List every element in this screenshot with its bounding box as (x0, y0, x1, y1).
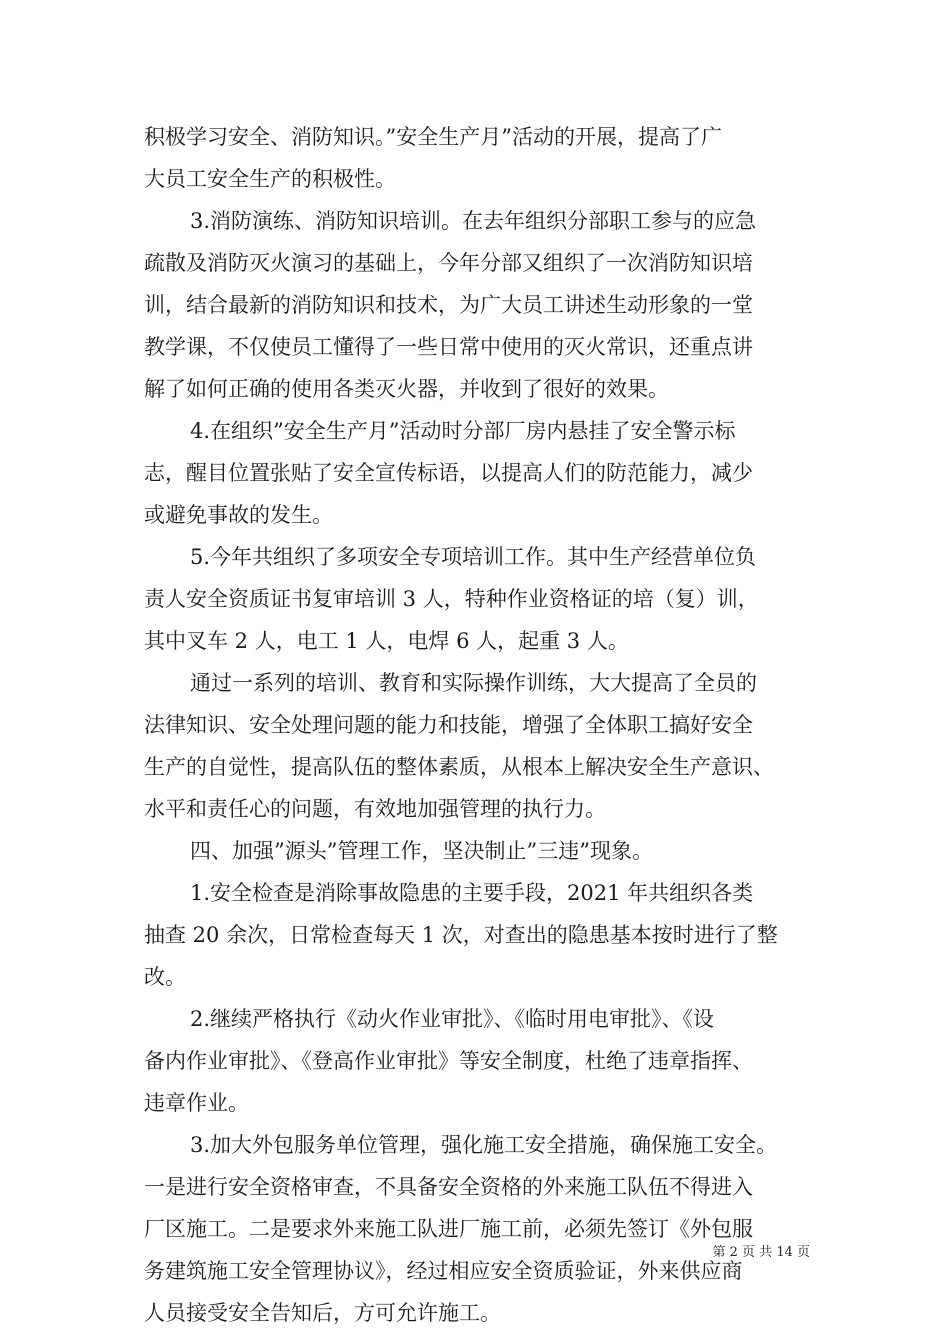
text-line: 人员接受安全告知后，方可允许施工。 (144, 1301, 501, 1325)
document-body (144, 116, 808, 1334)
text-line: 其中叉车 2 人，电工 1 人，电焊 6 人，起重 3 人。 (144, 629, 629, 653)
text-line: 厂区施工。二是要求外来施工队进厂施工前，必须先签订《外包服 (144, 1217, 753, 1241)
paragraph-start-line: 4.在组织”安全生产月”活动时分部厂房内悬挂了安全警示标 (190, 419, 736, 443)
text-line: 责人安全资质证书复审培训 3 人，特种作业资格证的培（复）训， (144, 587, 759, 611)
text-line: 积极学习安全、消防知识。”安全生产月”活动的开展，提高了广 (144, 125, 722, 149)
text-line: 生产的自觉性，提高队伍的整体素质，从根本上解决安全生产意识、 (144, 755, 774, 779)
paragraph-start-line: 2.继续严格执行《动火作业审批》、《临时用电审批》、《设 (190, 1007, 715, 1031)
text-line: 或避免事故的发生。 (144, 503, 333, 527)
text-line: 法律知识、安全处理问题的能力和技能，增强了全体职工搞好安全 (144, 713, 753, 737)
text-line: 训，结合最新的消防知识和技术，为广大员工讲述生动形象的一堂 (144, 293, 753, 317)
text-line: 大员工安全生产的积极性。 (144, 167, 396, 191)
paragraph-start-line: 通过一系列的培训、教育和实际操作训练，大大提高了全员的 (190, 671, 757, 695)
text-line: 教学课，不仅使员工懂得了一些日常中使用的灭火常识，还重点讲 (144, 335, 753, 359)
text-line: 水平和责任心的问题，有效地加强管理的执行力。 (144, 797, 606, 821)
section-heading: 四、加强”源头”管理工作，坚决制止”三违”现象。 (190, 839, 653, 863)
text-line: 违章作业。 (144, 1091, 249, 1115)
paragraph-start-line: 1.安全检查是消除事故隐患的主要手段，2021 年共组织各类 (190, 881, 754, 905)
text-line: 改。 (144, 965, 186, 989)
text-line: 务建筑施工安全管理协议》，经过相应安全资质验证，外来供应商 (144, 1259, 743, 1283)
text-line: 备内作业审批》、《登高作业审批》等安全制度，杜绝了违章指挥、 (144, 1049, 753, 1073)
text-line: 解了如何正确的使用各类灭火器，并收到了很好的效果。 (144, 377, 669, 401)
paragraph-start-line: 5.今年共组织了多项安全专项培训工作。其中生产经营单位负 (190, 545, 757, 569)
paragraph-start-line: 3.加大外包服务单位管理，强化施工安全措施，确保施工安全。 (190, 1133, 778, 1157)
page-number: 第 2 页 共 14 页 (712, 1245, 810, 1260)
text-line: 抽查 20 余次，日常检查每天 1 次，对查出的隐患基本按时进行了整 (144, 923, 778, 947)
text-line: 志，醒目位置张贴了安全宣传标语，以提高人们的防范能力，减少 (144, 461, 753, 485)
text-line: 一是进行安全资格审查，不具备安全资格的外来施工队伍不得进入 (144, 1175, 753, 1199)
text-line: 疏散及消防灭火演习的基础上，今年分部又组织了一次消防知识培 (144, 251, 753, 275)
paragraph-start-line: 3.消防演练、消防知识培训。在去年组织分部职工参与的应急 (190, 209, 757, 233)
